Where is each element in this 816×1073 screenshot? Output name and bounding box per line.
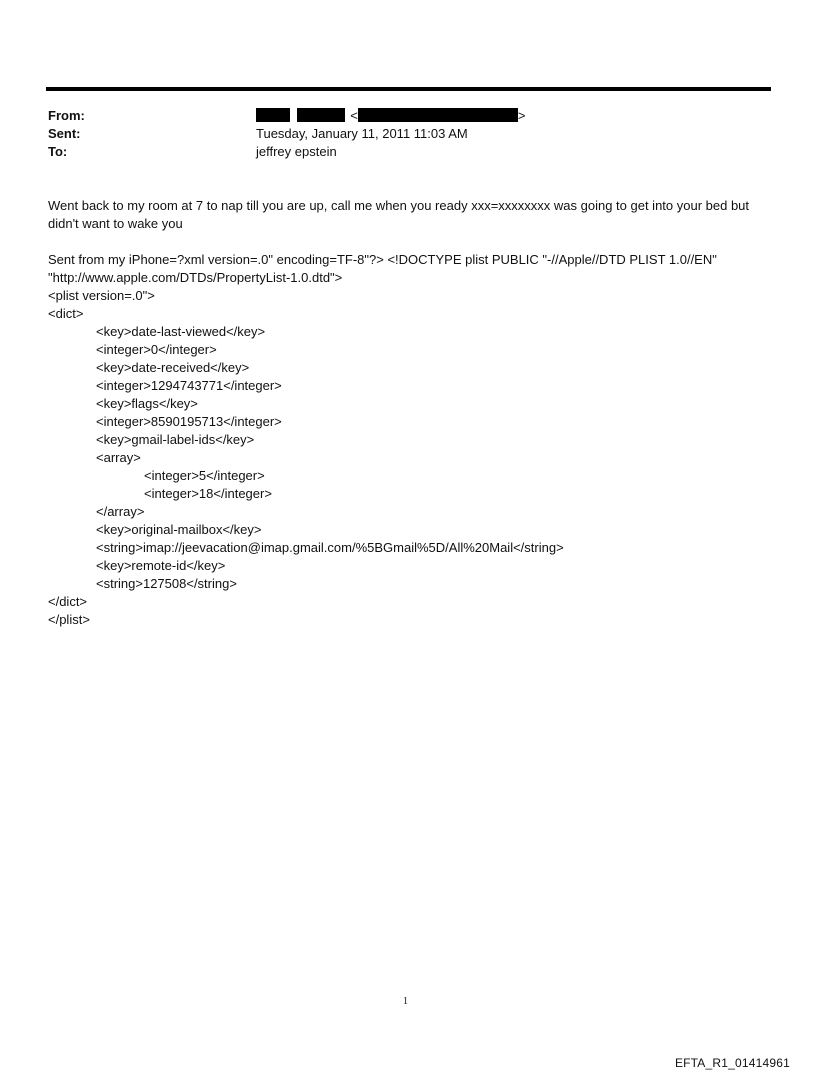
header-rule bbox=[46, 87, 771, 91]
plist-line: <key>flags</key> bbox=[96, 396, 198, 411]
plist-line: <string>imap://jeevacation@imap.gmail.com/%5BGmail%5D/All%20Mail</string> bbox=[96, 540, 564, 555]
plist-content bbox=[48, 287, 768, 629]
plist-line: <integer>1294743771</integer> bbox=[96, 378, 282, 393]
from-open-bracket: < bbox=[350, 108, 358, 123]
message-text: Went back to my room at 7 to nap till you are up, call me when you ready xxx=xxxxxxxx was going to get into your bed but didn't want to wake you bbox=[48, 198, 750, 231]
plist-line: <integer>0</integer> bbox=[96, 342, 217, 357]
plist-line: <plist version=.0"> bbox=[48, 288, 155, 303]
plist-line: <integer>18</integer> bbox=[144, 486, 272, 501]
signature-line-1: Sent from my iPhone=?xml version=.0" encoding=TF-8"?> <!DOCTYPE plist PUBLIC "-//Apple//DTD PLIST 1.0//EN" bbox=[48, 252, 717, 267]
to-value: jeffrey epstein bbox=[256, 144, 337, 159]
redacted-email bbox=[358, 108, 518, 122]
bates-number: EFTA_R1_01414961 bbox=[674, 1056, 790, 1070]
plist-line: <array> bbox=[96, 450, 141, 465]
signature-block bbox=[48, 251, 768, 287]
plist-line: <integer>8590195713</integer> bbox=[96, 414, 282, 429]
plist-line: <integer>5</integer> bbox=[144, 468, 265, 483]
email-body bbox=[48, 197, 768, 629]
plist-line: <key>date-last-viewed</key> bbox=[96, 324, 266, 339]
plist-line: <dict> bbox=[48, 306, 84, 321]
plist-line: </array> bbox=[96, 504, 145, 519]
plist-line: <key>gmail-label-ids</key> bbox=[96, 432, 255, 447]
from-label: From: bbox=[48, 108, 85, 123]
from-close-bracket: > bbox=[517, 108, 526, 123]
signature-line-2: "http://www.apple.com/DTDs/PropertyList-1.0.dtd"> bbox=[48, 270, 343, 285]
sent-value: Tuesday, January 11, 2011 11:03 AM bbox=[256, 126, 468, 141]
page-number: 1 bbox=[403, 996, 408, 1007]
plist-line: <key>original-mailbox</key> bbox=[96, 522, 262, 537]
plist-line: <key>remote-id</key> bbox=[96, 558, 226, 573]
sent-label: Sent: bbox=[48, 126, 81, 141]
plist-line: </plist> bbox=[48, 612, 90, 627]
plist-line: <string>127508</string> bbox=[96, 576, 237, 591]
redacted-last-name bbox=[297, 108, 345, 122]
plist-line: </dict> bbox=[48, 594, 88, 609]
plist-line: <key>date-received</key> bbox=[96, 360, 250, 375]
from-value bbox=[256, 107, 525, 125]
redacted-first-name bbox=[256, 108, 290, 122]
to-label: To: bbox=[48, 144, 68, 159]
